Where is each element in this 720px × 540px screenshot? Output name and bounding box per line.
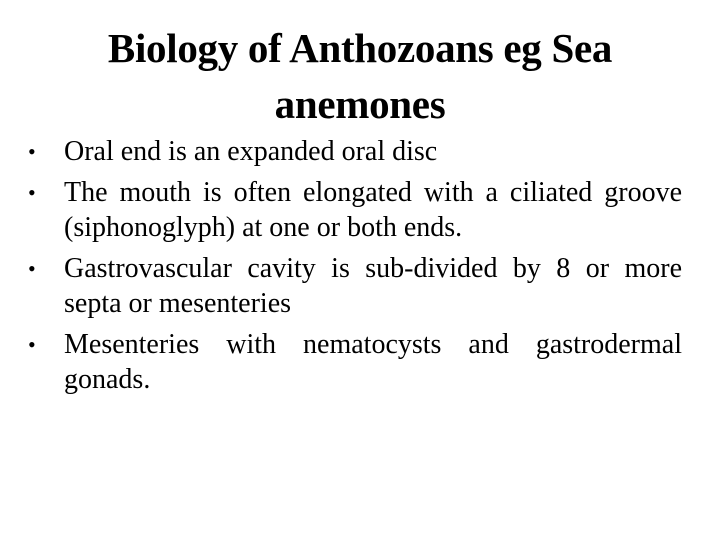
bullet-text: The mouth is often elongated with a ciliated groove (siphonoglyph) at one or both ends. <box>64 177 682 243</box>
bullet-marker: • <box>28 332 36 357</box>
slide-title: Biology of Anthozoans eg Sea anemones <box>107 25 613 127</box>
bullet-item <box>28 134 682 169</box>
bullet-marker: • <box>28 256 36 281</box>
bullet-text: Oral end is an expanded oral disc <box>64 136 438 167</box>
bullet-marker: • <box>28 180 36 205</box>
bullet-item <box>28 327 682 397</box>
bullet-list <box>28 134 682 403</box>
bullet-item <box>28 251 682 321</box>
bullet-item <box>28 175 682 245</box>
bullet-text: Mesenteries with nematocysts and gastrodermal gonads. <box>64 329 682 395</box>
bullet-marker: • <box>28 139 36 164</box>
bullet-text: Gastrovascular cavity is sub-divided by 8 or more septa or mesenteries <box>64 253 682 319</box>
